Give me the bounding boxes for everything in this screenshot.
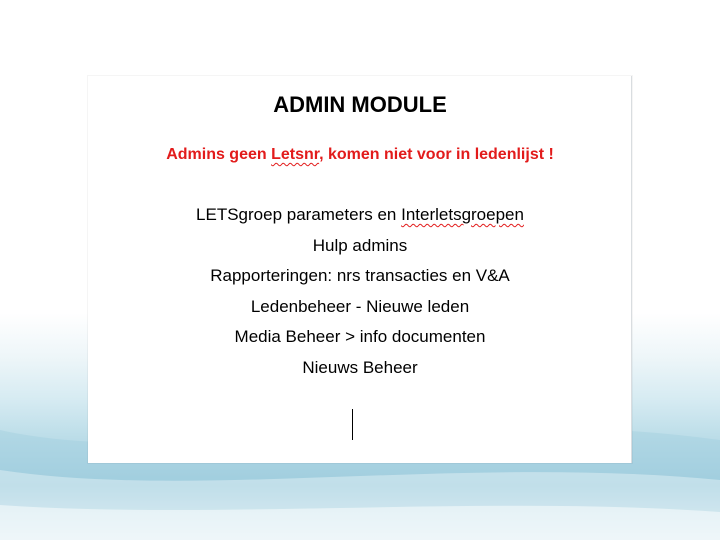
misspelled-word: Interletsgroepen <box>401 205 524 224</box>
list-item <box>88 265 632 296</box>
document-page[interactable] <box>88 76 632 463</box>
text-cursor <box>352 409 353 440</box>
list-item-text: Rapporteringen: nrs transacties en V&A <box>210 266 510 286</box>
warning-text-start: Admins geen <box>166 146 272 163</box>
list-item-text: Nieuws Beheer <box>302 357 418 377</box>
warning-text <box>88 146 632 164</box>
list-item-text: Media Beheer > info documenten <box>234 327 486 347</box>
list-item <box>88 357 632 388</box>
list-item-text: Ledenbeheer - Nieuwe leden <box>250 296 470 316</box>
module-list <box>88 204 632 388</box>
list-item-text: Hulp admins <box>312 235 408 255</box>
page-title: ADMIN MODULE <box>273 92 447 117</box>
misspelled-word: Letsnr <box>271 146 320 163</box>
warning-text-end: , komen niet voor in ledenlijst ! <box>319 146 554 163</box>
list-item-text: LETSgroep parameters en <box>196 205 402 224</box>
list-item <box>88 235 632 266</box>
list-item <box>88 296 632 327</box>
list-item <box>88 326 632 357</box>
list-item <box>88 204 632 235</box>
